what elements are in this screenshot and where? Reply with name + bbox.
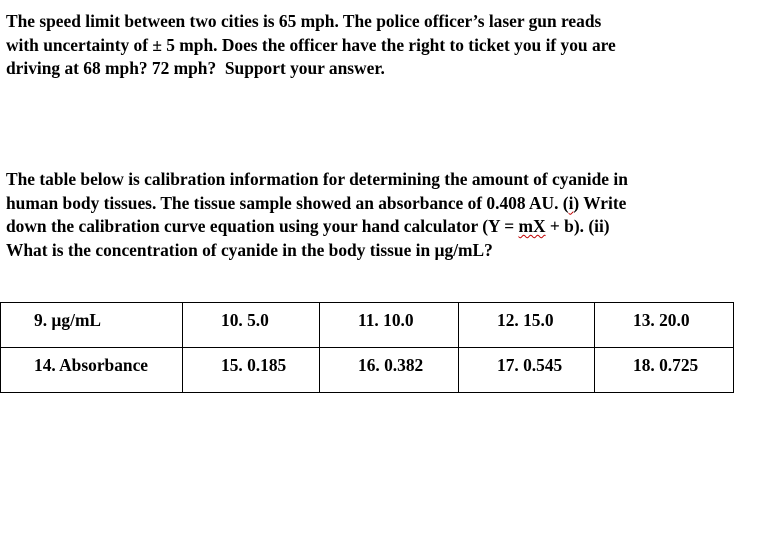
table-row bbox=[1, 303, 734, 348]
table-cell-header-concentration: 9. µg/mL bbox=[1, 303, 183, 348]
question-1-line-3: driving at 68 mph? 72 mph? Support your answer. bbox=[6, 58, 385, 79]
question-1-text bbox=[6, 10, 616, 81]
equation-mx: mX bbox=[518, 216, 546, 237]
question-2-line-4: What is the concentration of cyanide in the body tissue in µg/mL? bbox=[6, 239, 493, 260]
question-1-line-2: with uncertainty of ± 5 mph. Does the officer have the right to ticket you if you are bbox=[6, 34, 616, 55]
table-row bbox=[1, 348, 734, 393]
question-1-line-1: The speed limit between two cities is 65 mph. The police officer’s laser gun reads bbox=[6, 11, 602, 31]
table-cell: 13. 20.0 bbox=[595, 303, 734, 348]
table-cell: 12. 15.0 bbox=[459, 303, 595, 348]
question-2-line-2-end: ) Write bbox=[573, 192, 627, 213]
question-2-line-3: down the calibration curve equation using your hand calculator (Y = bbox=[6, 216, 519, 237]
table-cell-header-absorbance: 14. Absorbance bbox=[1, 348, 183, 393]
table-cell: 17. 0.545 bbox=[459, 348, 595, 393]
table-cell: 10. 5.0 bbox=[183, 303, 320, 348]
table-cell: 15. 0.185 bbox=[183, 348, 320, 393]
question-2-line-3-end: + b). (ii) bbox=[545, 216, 610, 237]
table-cell: 16. 0.382 bbox=[320, 348, 459, 393]
part-i-marker: i bbox=[568, 192, 574, 213]
question-2-line-1: The table below is calibration information for determining the amount of cyanide in bbox=[6, 169, 628, 189]
table-cell: 18. 0.725 bbox=[595, 348, 734, 393]
question-2-line-2: human body tissues. The tissue sample showed an absorbance of 0.408 AU. ( bbox=[6, 192, 569, 213]
table-cell: 11. 10.0 bbox=[320, 303, 459, 348]
calibration-table bbox=[0, 302, 734, 393]
question-2-text bbox=[6, 168, 628, 262]
